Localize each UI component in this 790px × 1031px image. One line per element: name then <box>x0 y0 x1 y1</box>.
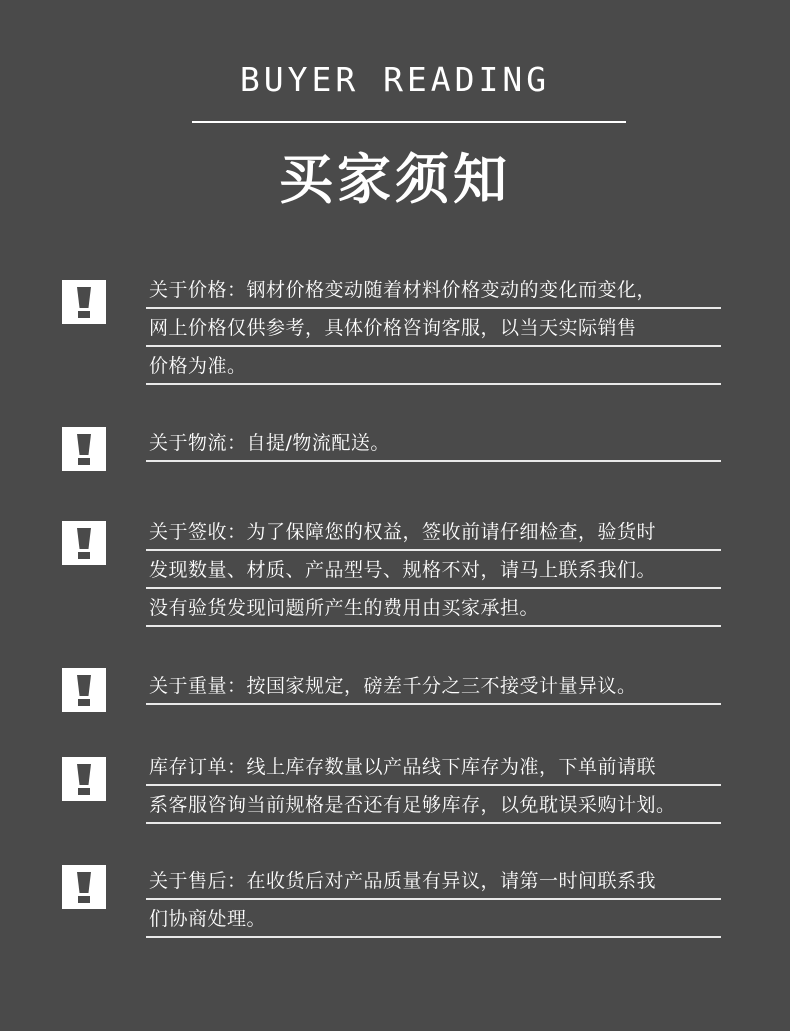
header <box>0 0 790 240</box>
notice-line: 关于售后：在收货后对产品质量有异议，请第一时间联系我 <box>146 862 721 900</box>
exclamation-icon <box>62 521 106 565</box>
notice-line: 系客服咨询当前规格是否还有足够库存，以免耽误采购计划。 <box>146 786 721 824</box>
notice-text <box>146 667 721 705</box>
title-divider <box>192 121 626 123</box>
notice-line: 关于价格：钢材价格变动随着材料价格变动的变化而变化， <box>146 271 721 309</box>
notice-line: 关于物流：自提/物流配送。 <box>146 424 721 462</box>
exclamation-icon <box>62 757 106 801</box>
notice-line: 发现数量、材质、产品型号、规格不对，请马上联系我们。 <box>146 551 721 589</box>
notice-line: 价格为准。 <box>146 347 721 385</box>
notice-text <box>146 424 721 462</box>
exclamation-icon <box>62 668 106 712</box>
exclamation-icon <box>62 280 106 324</box>
notice-text <box>146 513 721 627</box>
exclamation-icon <box>62 427 106 471</box>
notice-line: 关于签收：为了保障您的权益，签收前请仔细检查，验货时 <box>146 513 721 551</box>
notice-text <box>146 862 721 938</box>
notice-line: 网上价格仅供参考，具体价格咨询客服，以当天实际销售 <box>146 309 721 347</box>
notice-line: 没有验货发现问题所产生的费用由买家承担。 <box>146 589 721 627</box>
notice-line: 关于重量：按国家规定，磅差千分之三不接受计量异议。 <box>146 667 721 705</box>
chinese-title: 买家须知 <box>279 148 511 211</box>
notice-text <box>146 271 721 385</box>
english-title: BUYER READING <box>239 60 551 99</box>
notice-text <box>146 748 721 824</box>
notice-line: 库存订单：线上库存数量以产品线下库存为准，下单前请联 <box>146 748 721 786</box>
notice-line: 们协商处理。 <box>146 900 721 938</box>
exclamation-icon <box>62 865 106 909</box>
